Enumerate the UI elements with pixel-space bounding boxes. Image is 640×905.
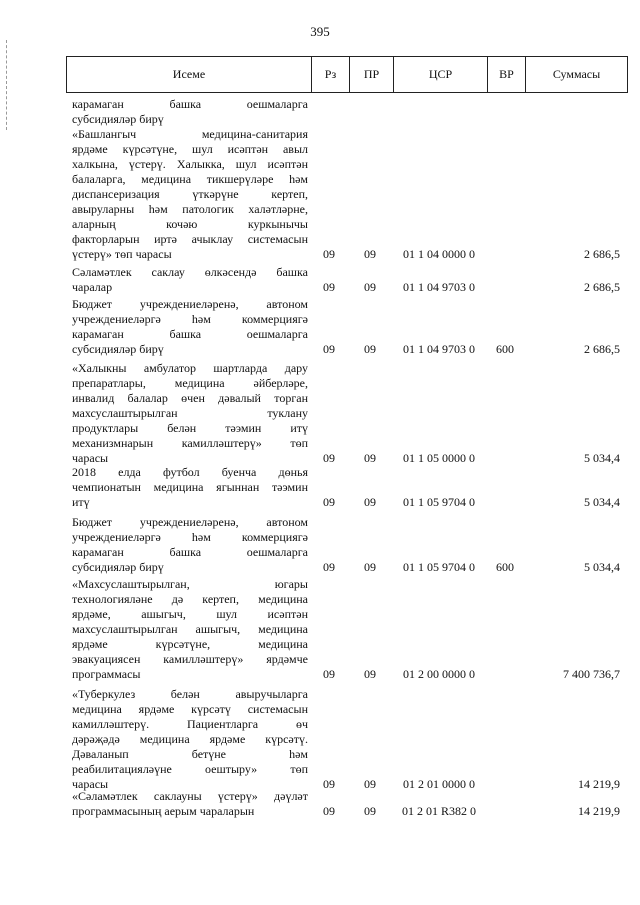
row-name-line: «Халыкны амбулатор шартларда дару [72,361,308,375]
row-csr: 01 2 01 R382 0 [401,804,476,818]
row-name-line: препаратлары, медицина әйберләре, [72,376,308,390]
row-name [72,297,308,357]
row-csr: 01 1 05 9704 0 [403,495,475,509]
row-name-line: факторларын иртә ачыклау системасын [72,232,308,246]
row-name-line: ярдәме күрсәтүне, шул исәптән авыл [72,142,308,156]
row-sum: 2 686,5 [584,247,620,261]
row-name-line: аларның кочәю куркынычы [72,217,308,231]
row-name [72,361,308,466]
row-rz: 09 [323,451,335,465]
row-name-line: субсидияләр бирү [72,112,164,126]
row-name-line: «Башлангыч медицина-санитария [72,127,308,141]
row-pr: 09 [364,804,376,818]
page-number: 395 [310,24,330,39]
row-name-line: Бюджет учреждениеләренә, автоном [72,297,308,311]
header-sum: Суммасы [525,57,627,92]
row-name-line: камилләштерү. Пациентларга өч [72,717,308,731]
row-name-line: карамаган башка оешмаларга [72,97,308,111]
row-sum: 14 219,9 [578,804,620,818]
row-pr: 09 [364,777,376,791]
row-name-line: субсидияләр бирү [72,342,164,356]
row-csr: 01 1 05 0000 0 [403,451,475,465]
row-csr: 01 1 04 9703 0 [403,342,475,356]
row-sum: 2 686,5 [584,280,620,294]
row-name-line: технологияләне дә кертеп, медицина [72,592,308,606]
row-vr: 600 [496,342,514,356]
row-rz: 09 [323,247,335,261]
row-name-line: карамаган башка оешмаларга [72,327,308,341]
row-sum: 7 400 736,7 [563,667,620,681]
row-name [72,577,308,682]
header-rz: Рз [311,57,349,92]
row-pr: 09 [364,451,376,465]
row-name-line: авыруларны һәм патологик халәтләрне, [72,202,308,216]
row-name-line: ярдәме, ашыгыч, шул исәптән [72,607,308,621]
row-name [72,789,308,819]
row-sum: 5 034,4 [584,560,620,574]
row-name-line: махсуслаштырылган туклану [72,406,308,420]
row-pr: 09 [364,342,376,356]
row-name-line: карамаган башка оешмаларга [72,545,308,559]
binding-margin-mark [6,40,8,130]
row-name-line: учреждениеләргә һәм коммерциягә [72,530,308,544]
header-pr: ПР [349,57,393,92]
row-sum: 5 034,4 [584,451,620,465]
row-name [72,687,308,792]
row-name [72,515,308,575]
row-name-line: «Туберкулез белән авыручыларга [72,687,308,701]
row-rz: 09 [323,804,335,818]
row-name-line: ярдәме күрсәтүне, медицина [72,637,308,651]
row-name-line: 2018 елда футбол буенча дөнья [72,465,308,479]
row-name-line: диспансеризация үткәрүне кертеп, [72,187,308,201]
row-name [72,127,308,262]
row-name-line: учреждениеләргә һәм коммерциягә [72,312,308,326]
row-csr: 01 2 00 0000 0 [403,667,475,681]
row-sum: 5 034,4 [584,495,620,509]
table-header [66,56,628,93]
row-rz: 09 [323,560,335,574]
row-csr: 01 1 04 9703 0 [403,280,475,294]
header-name: Исеме [172,67,206,81]
header-csr: ЦСР [393,57,487,92]
row-name-line: махсуслаштырылган ашыгыч, медицина [72,622,308,636]
row-sum: 2 686,5 [584,342,620,356]
row-csr: 01 1 04 0000 0 [403,247,475,261]
row-rz: 09 [323,667,335,681]
row-name-line: үстерү» төп чарасы [72,247,172,261]
row-pr: 09 [364,495,376,509]
row-name-line: чарасы [72,777,109,791]
row-name-line: субсидияләр бирү [72,560,164,574]
row-name-line: «Сәламәтлек саклауны үстерү» дәүләт [72,789,308,803]
row-name-line: программасының аерым чараларын [72,804,255,818]
row-csr: 01 1 05 9704 0 [403,560,475,574]
row-name-line: чарасы [72,451,109,465]
row-rz: 09 [323,495,335,509]
row-name-line: чемпионатын медицина ягыннан тәэмин [72,480,308,494]
row-name [72,265,308,295]
row-name-line: эвакуациясен камилләштерү» ярдәмче [72,652,308,666]
row-name-line: балаларга, медицина тикшерүләре һәм [72,172,308,186]
row-pr: 09 [364,667,376,681]
row-name-line: итү [72,495,90,509]
row-name-line: механизмнарын камилләштерү» төп [72,436,308,450]
row-name-line: Дәваланып бетүне һәм [72,747,308,761]
row-rz: 09 [323,777,335,791]
row-name-line: халкына, үстерү. Халыкка, шул исәптән [72,157,308,171]
row-vr: 600 [496,560,514,574]
row-rz: 09 [323,342,335,356]
row-pr: 09 [364,247,376,261]
row-name-line: Бюджет учреждениеләренә, автоном [72,515,308,529]
row-pr: 09 [364,280,376,294]
row-name-line: инвалид балалар өчен дәвалый торган [72,391,308,405]
row-name [72,465,308,510]
row-pr: 09 [364,560,376,574]
row-rz: 09 [323,280,335,294]
row-name-line: программасы [72,667,141,681]
header-vr: ВР [487,57,525,92]
row-name-line: «Махсуслаштырылган, югары [72,577,308,591]
row-sum: 14 219,9 [578,777,620,791]
row-name-line: реабилитацияләүне оештыру» төп [72,762,308,776]
row-name-line: чаралар [72,280,113,294]
row-name-line: медицина ярдәме күрсәтү системасын [72,702,308,716]
row-name-line: продуктлары белән тәэмин итү [72,421,308,435]
row-name-line: Сәламәтлек саклау өлкәсендә башка [72,265,308,279]
row-csr: 01 2 01 0000 0 [403,777,475,791]
row-name-line: дәрәҗәдә медицина ярдәме күрсәтү. [72,732,308,746]
row-name [72,97,308,127]
